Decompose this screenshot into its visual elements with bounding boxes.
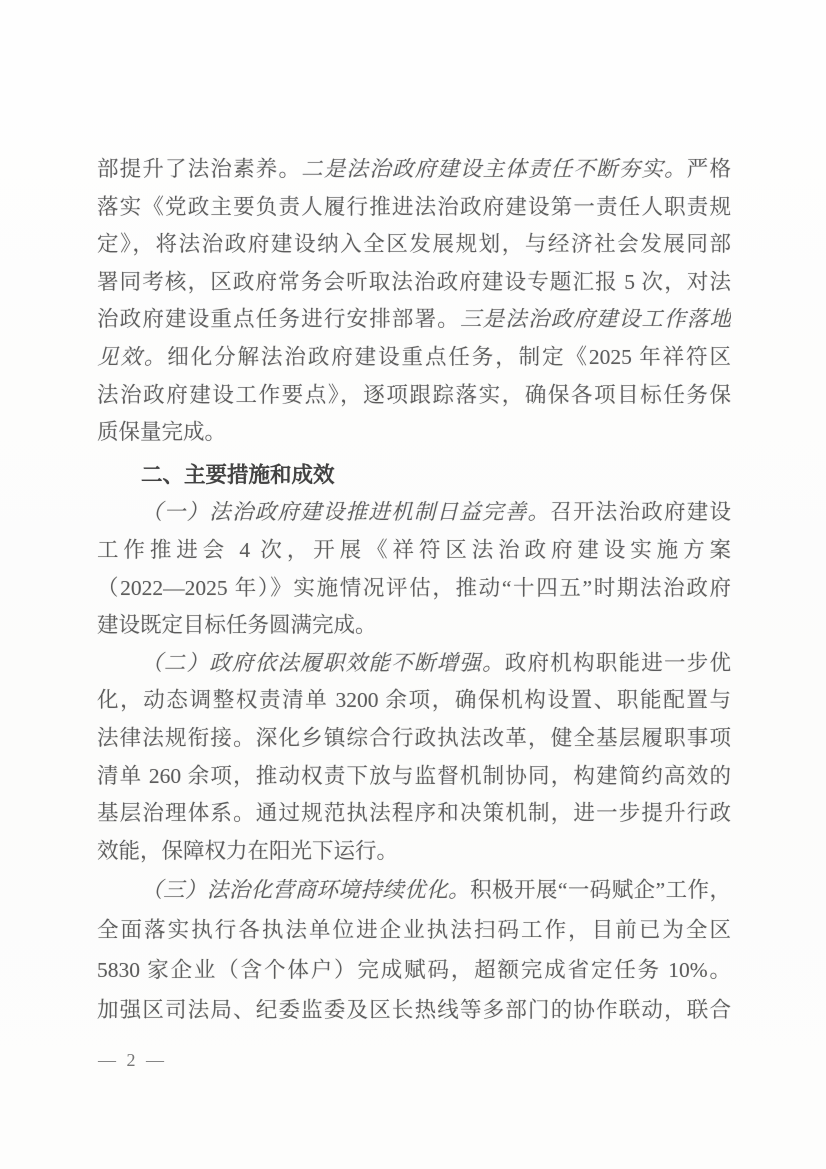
text-line: 建设既定目标任务圆满完成。 (97, 613, 377, 638)
text-line: 清单 260 余项，推动权责下放与监督机制协同，构建简约高效的 (97, 763, 731, 788)
text-line: 法治政府建设工作要点》，逐项跟踪落实，确保各项目标任务保 (97, 382, 731, 407)
text-line: 全面落实执行各执法单位进企业执法扫码工作，目前已为全区 (97, 918, 731, 943)
text-line: （一）法治政府建设推进机制日益完善。召开法治政府建设 (141, 500, 731, 525)
text-line: 定》，将法治政府建设纳入全区发展规划，与经济社会发展同部 (97, 232, 731, 257)
text-line: 见效。细化分解法治政府建设重点任务，制定《2025 年祥符区 (97, 344, 731, 369)
text-line: （2022—2025 年）》实施情况评估，推动“十四五”时期法治政府 (97, 575, 731, 600)
text-line: 署同考核，区政府常务会听取法治政府建设专题汇报 5 次，对法 (97, 269, 731, 294)
text-line: 化，动态调整权责清单 3200 余项，确保机构设置、职能配置与 (97, 688, 731, 713)
text-line: 工作推进会 4 次，开展《祥符区法治政府建设实施方案 (97, 537, 731, 562)
paragraph-continuation (97, 151, 731, 452)
text-line: 5830 家企业（含个体户）完成赋码，超额完成省定任务 10%。 (97, 958, 731, 983)
paragraph-measure-2 (97, 645, 731, 871)
text-line: 落实《党政主要负责人履行推进法治政府建设第一责任人职责规 (97, 194, 731, 219)
text-line: 部提升了法治素养。二是法治政府建设主体责任不断夯实。严格 (97, 157, 731, 181)
text-line: 质保量完成。 (97, 420, 227, 445)
text-line: （二）政府依法履职效能不断增强。政府机构职能进一步优 (141, 650, 731, 675)
paragraph-measure-3 (97, 870, 731, 1030)
text-line: 基层治理体系。通过规范执法程序和决策机制，进一步提升行政 (97, 801, 731, 826)
text-line: 加强区司法局、纪委监委及区长热线等多部门的协作联动，联合 (97, 998, 731, 1023)
document-body (97, 151, 731, 1030)
text-line: （三）法治化营商环境持续优化。积极开展“一码赋企”工作， (141, 878, 731, 903)
text-line: 效能，保障权力在阳光下运行。 (97, 838, 399, 863)
page-number: — 2 — (98, 1050, 167, 1070)
text-line: 法律法规衔接。深化乡镇综合行政执法改革，健全基层履职事项 (97, 725, 731, 750)
paragraph-measure-1 (97, 494, 731, 644)
section-heading: 二、主要措施和成效 (141, 462, 335, 487)
text-line: 治政府建设重点任务进行安排部署。三是法治政府建设工作落地 (97, 307, 731, 332)
